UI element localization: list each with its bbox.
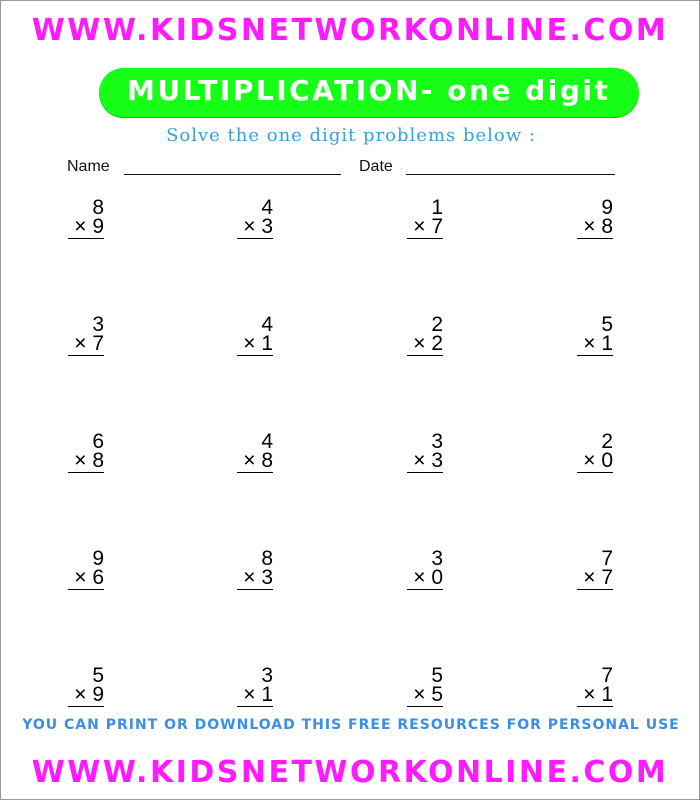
multiplicand: 4 [261,430,273,453]
multiplier-line [413,334,443,354]
times-sign: × [413,332,426,355]
multiplier-line [413,568,443,588]
site-header-url: WWW.KIDSNETWORKONLINE.COM [31,13,669,48]
answer-rule [68,589,104,590]
times-sign: × [583,683,596,706]
multiplication-problem [383,549,443,593]
times-sign: × [243,566,256,589]
multiplier-line [583,334,613,354]
times-sign: × [243,449,256,472]
multiplicand: 9 [601,196,613,219]
multiplication-problem [44,315,104,359]
multiplier: 0 [431,566,443,589]
times-sign: × [413,566,426,589]
multiplier-line [583,451,613,471]
instructions-text: Solve the one digit problems below : [166,125,536,146]
times-sign: × [74,332,87,355]
answer-rule [407,238,443,239]
date-field-line[interactable] [406,174,615,175]
multiplier-line [74,685,104,705]
multiplicand: 5 [92,664,104,687]
name-field-line[interactable] [124,174,341,175]
answer-rule [577,472,613,473]
multiplier: 1 [601,683,613,706]
answer-rule [237,238,273,239]
multiplier: 2 [431,332,443,355]
times-sign: × [74,566,87,589]
times-sign: × [243,332,256,355]
answer-rule [237,472,273,473]
multiplicand: 4 [261,313,273,336]
multiplier-line [413,451,443,471]
multiplication-problem [553,666,613,710]
times-sign: × [413,449,426,472]
name-label: Name [67,158,110,175]
multiplicand: 4 [261,196,273,219]
answer-rule [407,706,443,707]
multiplier-line [583,217,613,237]
answer-rule [237,355,273,356]
multiplicand: 1 [431,196,443,219]
times-sign: × [74,683,87,706]
times-sign: × [583,215,596,238]
multiplier-line [74,568,104,588]
multiplier: 6 [92,566,104,589]
multiplicand: 3 [261,664,273,687]
multiplicand: 3 [431,547,443,570]
multiplier-line [583,568,613,588]
answer-rule [577,355,613,356]
multiplication-problem [44,549,104,593]
multiplication-problem [213,549,273,593]
multiplier-line [74,334,104,354]
answer-rule [407,355,443,356]
answer-rule [577,238,613,239]
answer-rule [407,589,443,590]
multiplier-line [243,685,273,705]
multiplication-problem [44,198,104,242]
multiplier: 8 [92,449,104,472]
multiplicand: 3 [92,313,104,336]
answer-rule [237,589,273,590]
multiplication-problem [383,666,443,710]
multiplier: 0 [601,449,613,472]
multiplication-problem [383,432,443,476]
footer-note: YOU CAN PRINT OR DOWNLOAD THIS FREE RESOURCES FOR PERSONAL USE [22,717,680,733]
multiplier-line [74,217,104,237]
multiplication-problem [213,315,273,359]
multiplicand: 6 [92,430,104,453]
multiplier: 1 [261,332,273,355]
multiplication-problem [383,315,443,359]
answer-rule [68,472,104,473]
worksheet-title: MULTIPLICATION- one digit [127,74,611,107]
multiplicand: 2 [601,430,613,453]
times-sign: × [583,566,596,589]
multiplier: 7 [92,332,104,355]
multiplier-line [413,217,443,237]
multiplication-problem [553,315,613,359]
multiplier: 5 [431,683,443,706]
multiplier-line [243,568,273,588]
times-sign: × [413,683,426,706]
answer-rule [68,706,104,707]
multiplier: 1 [601,332,613,355]
multiplication-problem [213,198,273,242]
multiplicand: 8 [92,196,104,219]
multiplicand: 7 [601,547,613,570]
times-sign: × [243,215,256,238]
multiplier-line [243,217,273,237]
multiplication-problem [383,198,443,242]
multiplicand: 5 [431,664,443,687]
multiplier: 3 [261,566,273,589]
title-banner [99,68,639,117]
times-sign: × [243,683,256,706]
multiplicand: 2 [431,313,443,336]
multiplication-problem [553,432,613,476]
multiplicand: 8 [261,547,273,570]
multiplier: 8 [601,215,613,238]
times-sign: × [583,332,596,355]
multiplier: 9 [92,215,104,238]
multiplication-problem [553,198,613,242]
multiplication-problem [213,432,273,476]
multiplier-line [243,334,273,354]
answer-rule [237,706,273,707]
multiplier: 8 [261,449,273,472]
multiplier-line [243,451,273,471]
answer-rule [577,706,613,707]
times-sign: × [74,449,87,472]
multiplicand: 3 [431,430,443,453]
multiplier: 9 [92,683,104,706]
multiplier-line [583,685,613,705]
multiplicand: 5 [601,313,613,336]
multiplier: 1 [261,683,273,706]
times-sign: × [583,449,596,472]
multiplier: 7 [431,215,443,238]
answer-rule [577,589,613,590]
multiplier-line [74,451,104,471]
multiplication-problem [213,666,273,710]
date-label: Date [359,158,393,175]
answer-rule [68,355,104,356]
multiplicand: 9 [92,547,104,570]
site-footer-url: WWW.KIDSNETWORKONLINE.COM [31,755,669,790]
multiplier: 3 [431,449,443,472]
answer-rule [407,472,443,473]
multiplication-problem [553,549,613,593]
multiplication-problem [44,432,104,476]
multiplier-line [413,685,443,705]
multiplicand: 7 [601,664,613,687]
multiplication-problem [44,666,104,710]
multiplier: 3 [261,215,273,238]
times-sign: × [413,215,426,238]
answer-rule [68,238,104,239]
multiplier: 7 [601,566,613,589]
times-sign: × [74,215,87,238]
